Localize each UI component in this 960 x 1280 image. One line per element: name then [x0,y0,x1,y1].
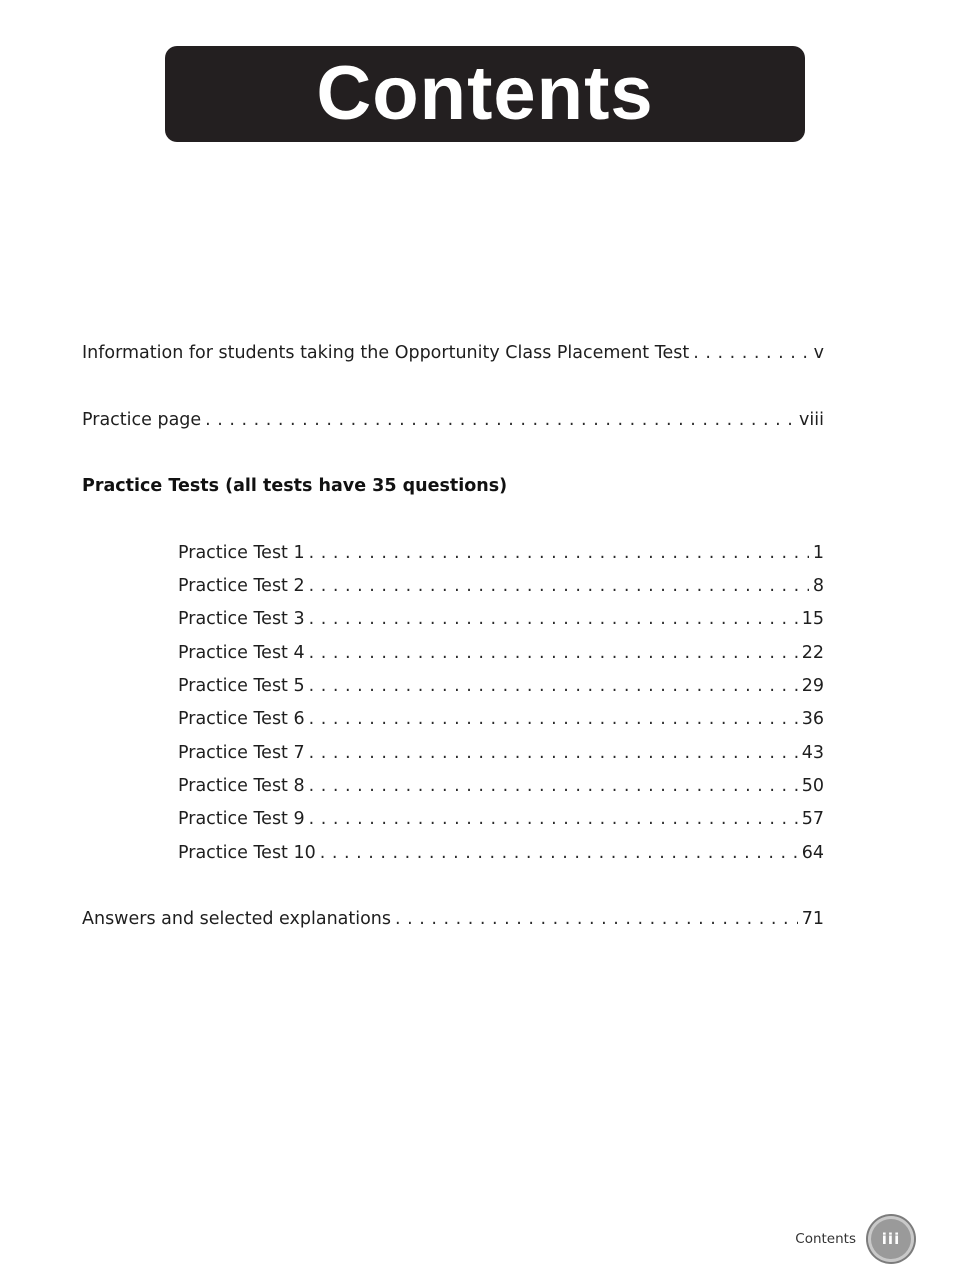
toc-entry-page: 36 [801,709,824,729]
dot-leader [693,343,809,363]
toc-entry-label: Practice Test 2 [178,576,305,596]
toc-entry-label: Practice Test 9 [178,809,305,829]
dot-leader [309,643,798,663]
dot-leader [309,609,798,629]
title-banner [165,46,805,142]
page-number: iii [881,1230,901,1248]
toc-entry-practice-test-2[interactable] [178,576,824,602]
toc-entry-practice-test-4[interactable] [178,643,824,669]
toc-entry-practice-test-6[interactable] [178,709,824,735]
toc-entry-practice-test-3[interactable] [178,609,824,635]
toc-entry-label: Practice Test 4 [178,643,305,663]
toc-entry-label: Practice Test 5 [178,676,305,696]
dot-leader [309,809,798,829]
footer-section-label: Contents [795,1231,856,1247]
toc-entry-label: Practice Test 3 [178,609,305,629]
dot-leader [309,543,809,563]
toc-entry-practice-test-8[interactable] [178,776,824,802]
toc-entry-answers[interactable] [82,909,824,935]
toc-entry-page: v [813,343,824,363]
dot-leader [309,676,798,696]
section-heading-practice-tests: Practice Tests (all tests have 35 questions) [82,476,508,496]
toc-entry-label: Practice Test 8 [178,776,305,796]
toc-entry-label: Practice Test 7 [178,743,305,763]
toc-entry-label: Practice Test 1 [178,543,305,563]
toc-entry-page: 43 [801,743,824,763]
toc-entry-page: viii [799,410,824,430]
toc-entry-page: 15 [801,609,824,629]
toc-entry-page: 8 [812,576,824,596]
dot-leader [205,410,795,430]
toc-entry-label: Practice Test 6 [178,709,305,729]
toc-entry-information[interactable] [82,343,824,369]
toc-entry-practice-test-10[interactable] [178,843,824,869]
dot-leader [309,776,798,796]
toc-entry-page: 57 [801,809,824,829]
toc-entry-practice-page[interactable] [82,410,824,436]
dot-leader [320,843,798,863]
toc-entry-page: 22 [801,643,824,663]
dot-leader [395,909,798,929]
page-title: Contents [316,51,654,136]
toc-entry-page: 29 [801,676,824,696]
toc-entry-page: 71 [801,909,824,929]
toc-entry-practice-test-5[interactable] [178,676,824,702]
toc-entry-practice-test-1[interactable] [178,543,824,569]
toc-entry-page: 50 [801,776,824,796]
toc-entry-practice-test-9[interactable] [178,809,824,835]
toc-entry-label: Practice Test 10 [178,843,316,863]
dot-leader [309,743,798,763]
toc-entry-practice-test-7[interactable] [178,743,824,769]
page-number-badge [868,1216,914,1262]
dot-leader [309,709,798,729]
dot-leader [309,576,809,596]
toc-entry-page: 64 [801,843,824,863]
toc-entry-label: Answers and selected explanations [82,909,392,929]
toc-entry-label: Practice page [82,410,202,430]
toc-entry-label: Information for students taking the Opportunity Class Placement Test [82,343,690,363]
toc-entry-page: 1 [812,543,824,563]
